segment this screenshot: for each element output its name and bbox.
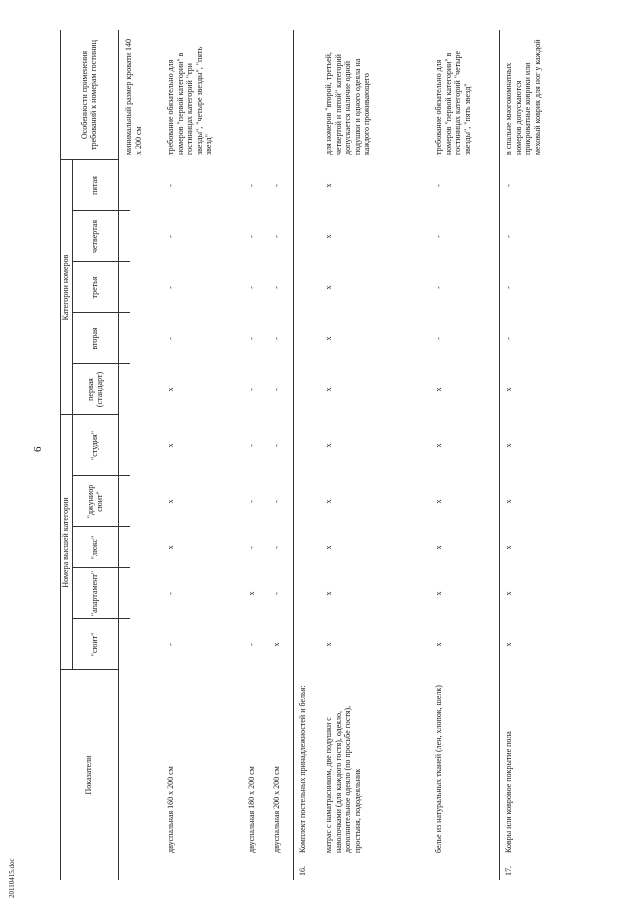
cell-mark: - [166, 643, 175, 646]
cell-mark: - [272, 337, 281, 340]
cell-mark: x [504, 642, 513, 647]
cell-mark: - [247, 388, 256, 391]
cell-mark: x [324, 234, 333, 239]
cell-mark: x [324, 499, 333, 504]
column-divider [72, 210, 130, 211]
cell-mark: - [272, 444, 281, 447]
row-label: Комплект постельных принадлежностей и белья: [298, 685, 307, 853]
header-room-categories: Категории номеров [61, 254, 71, 321]
row-label: двуспальная 200 х 200 см [272, 766, 281, 853]
cell-mark: x [324, 642, 333, 647]
column-header: "апартамент" [90, 570, 100, 617]
column-divider [72, 261, 130, 262]
row-label: белье из натуральных тканей (лен, хлопок, шелк) [434, 685, 443, 853]
cell-mark: x [166, 443, 175, 448]
cell-mark: - [272, 388, 281, 391]
cell-mark: - [434, 184, 443, 187]
column-header: вторая [90, 327, 100, 350]
row-note: требование обязательно для номеров "первой категории" в гостиницах категорий "три звезды", "четыре звезды", "пять звезд" [166, 46, 213, 155]
header-features: Особенности применения требований к номерам гостиниц [79, 40, 98, 150]
cell-mark: x [434, 443, 443, 448]
cell-mark: x [324, 336, 333, 341]
cell-mark: - [504, 337, 513, 340]
cell-mark: - [247, 337, 256, 340]
column-divider [72, 526, 130, 527]
column-header: "сюит" [90, 632, 100, 657]
footer-filename: 20110415.doc [8, 858, 16, 898]
cell-mark: - [166, 337, 175, 340]
row-label: Ковры или ковровое покрытие пола [504, 731, 513, 853]
cell-mark: - [272, 592, 281, 595]
cell-mark: x [324, 591, 333, 596]
cell-mark: - [247, 286, 256, 289]
header-separator [118, 30, 119, 880]
cell-mark: - [247, 500, 256, 503]
cell-mark: - [504, 286, 513, 289]
cell-mark: - [272, 546, 281, 549]
row-label: матрас с наматрасником, две подушки с наволочками (для каждого гостя), одеяло, дополнительное одеяло (по просьбе гостя), простыня, пододеяльник [324, 705, 362, 853]
cell-mark: x [504, 387, 513, 392]
column-divider [60, 414, 118, 415]
header-indicators: Показатели [84, 755, 94, 795]
page-number: 6 [32, 446, 44, 452]
column-header: "люкс" [90, 535, 100, 560]
cell-mark: x [324, 285, 333, 290]
column-header: "студия" [90, 431, 100, 460]
cell-mark: x [272, 642, 281, 647]
cell-mark: x [247, 591, 256, 596]
cell-mark: - [166, 286, 175, 289]
row-note: требование обязательно для номеров "первой категории" в гостиницах категорий "четыре звезды", "пять звезд" [434, 50, 472, 155]
cell-mark: - [434, 337, 443, 340]
column-divider [60, 669, 118, 670]
cell-mark: x [324, 183, 333, 188]
row-separator [499, 30, 500, 880]
row-note: для номеров "второй, третьей, четвертой и пятой" категорий допускается наличие одной подушки и одного одеяла на каждого проживающего [324, 52, 371, 155]
cell-mark: - [434, 235, 443, 238]
cell-mark: x [166, 545, 175, 550]
column-divider [72, 475, 130, 476]
cell-mark: x [504, 545, 513, 550]
cell-mark: - [166, 592, 175, 595]
cell-mark: x [504, 591, 513, 596]
row-note: в спальне многокомнатных номеров допускаются прикроватные коврики или меховый коврик для ног у каждой [504, 39, 542, 155]
cell-mark: - [247, 235, 256, 238]
column-header: пятая [90, 176, 100, 195]
row-note: минимальный размер кровати 140 х 200 см [124, 38, 143, 155]
cell-mark: x [324, 545, 333, 550]
row-label: двуспальная 180 х 200 см [247, 766, 256, 853]
column-divider [72, 567, 130, 568]
cell-mark: - [247, 546, 256, 549]
row-number: 17. [504, 866, 513, 876]
row-number: 16. [298, 866, 307, 876]
column-divider [72, 363, 130, 364]
cell-mark: x [434, 642, 443, 647]
cell-mark: x [504, 499, 513, 504]
cell-mark: - [504, 184, 513, 187]
cell-mark: - [434, 286, 443, 289]
column-divider [72, 618, 130, 619]
cell-mark: x [434, 499, 443, 504]
cell-mark: - [272, 184, 281, 187]
cell-mark: - [247, 184, 256, 187]
column-divider [72, 312, 130, 313]
document-table [60, 30, 620, 880]
cell-mark: x [324, 443, 333, 448]
cell-mark: - [166, 235, 175, 238]
cell-mark: x [166, 499, 175, 504]
cell-mark: - [504, 235, 513, 238]
cell-mark: x [504, 443, 513, 448]
cell-mark: - [247, 444, 256, 447]
row-separator [293, 30, 294, 880]
cell-mark: x [166, 387, 175, 392]
cell-mark: x [324, 387, 333, 392]
cell-mark: - [247, 643, 256, 646]
header-higher-category: Номера высшей категории [61, 497, 71, 588]
row-label: двуспальная 160 х 200 см [166, 766, 175, 853]
cell-mark: - [166, 184, 175, 187]
cell-mark: - [272, 286, 281, 289]
column-header: первая (стандарт) [85, 371, 104, 408]
cell-mark: - [272, 235, 281, 238]
column-header: третья [90, 276, 100, 299]
cell-mark: x [434, 591, 443, 596]
column-header: "джуниор сюит" [85, 484, 104, 519]
column-header: четвертая [90, 219, 100, 254]
column-divider [60, 159, 118, 160]
cell-mark: x [434, 387, 443, 392]
cell-mark: - [272, 500, 281, 503]
cell-mark: x [434, 545, 443, 550]
